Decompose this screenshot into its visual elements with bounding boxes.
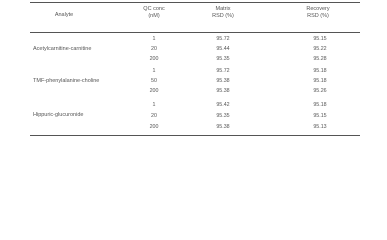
header-recovery-rsd: [300, 6, 336, 20]
header-recovery-line2: RSD (%): [307, 13, 329, 19]
header-matrix-rsd: [205, 6, 241, 20]
qc-conc-cell: 200: [149, 56, 159, 62]
matrix-rsd-cell: 95.38: [216, 78, 230, 84]
matrix-rsd-cell: 95.72: [216, 36, 230, 42]
header-analyte: Analyte: [54, 12, 74, 18]
recovery-rsd-cell: 95.18: [313, 68, 327, 74]
recovery-rsd-cell: 95.13: [313, 124, 327, 130]
qc-conc-cell: 1: [152, 68, 156, 74]
header-qc-conc-line2: (nM): [148, 13, 160, 19]
qc-conc-cell: 200: [149, 88, 159, 94]
table-top-rule: [30, 2, 360, 3]
matrix-rsd-cell: 95.42: [216, 102, 230, 108]
matrix-rsd-cell: 95.35: [216, 113, 230, 119]
recovery-rsd-cell: 95.18: [313, 78, 327, 84]
matrix-rsd-cell: 95.72: [216, 68, 230, 74]
qc-conc-cell: 20: [151, 113, 157, 119]
recovery-rsd-cell: 95.18: [313, 102, 327, 108]
recovery-rsd-cell: 95.28: [313, 56, 327, 62]
recovery-rsd-cell: 95.22: [313, 46, 327, 52]
matrix-rsd-cell: 95.38: [216, 124, 230, 130]
qc-conc-cell: 1: [152, 36, 156, 42]
matrix-rsd-cell: 95.35: [216, 56, 230, 62]
analyte-name: TMF-phenylalanine-choline: [33, 78, 100, 84]
matrix-rsd-cell: 95.44: [216, 46, 230, 52]
recovery-rsd-cell: 95.15: [313, 113, 327, 119]
table-bottom-rule: [30, 135, 360, 136]
header-qc-conc-line1: QC conc: [143, 6, 165, 12]
header-matrix-line1: Matrix: [215, 6, 231, 12]
analyte-name: Acetylcarnitine-carnitine: [33, 46, 92, 52]
recovery-rsd-cell: 95.15: [313, 36, 327, 42]
table-header-rule: [30, 32, 360, 33]
qc-conc-cell: 50: [151, 78, 157, 84]
qc-conc-cell: 20: [151, 46, 157, 52]
recovery-rsd-cell: 95.26: [313, 88, 327, 94]
header-matrix-line2: RSD (%): [212, 13, 234, 19]
header-recovery-line1: Recovery: [306, 6, 330, 12]
qc-conc-cell: 1: [152, 102, 156, 108]
analyte-name: Hippuric-glucuronide: [33, 112, 84, 118]
header-qc-conc: [136, 6, 172, 20]
qc-conc-cell: 200: [149, 124, 159, 130]
matrix-rsd-cell: 95.38: [216, 88, 230, 94]
